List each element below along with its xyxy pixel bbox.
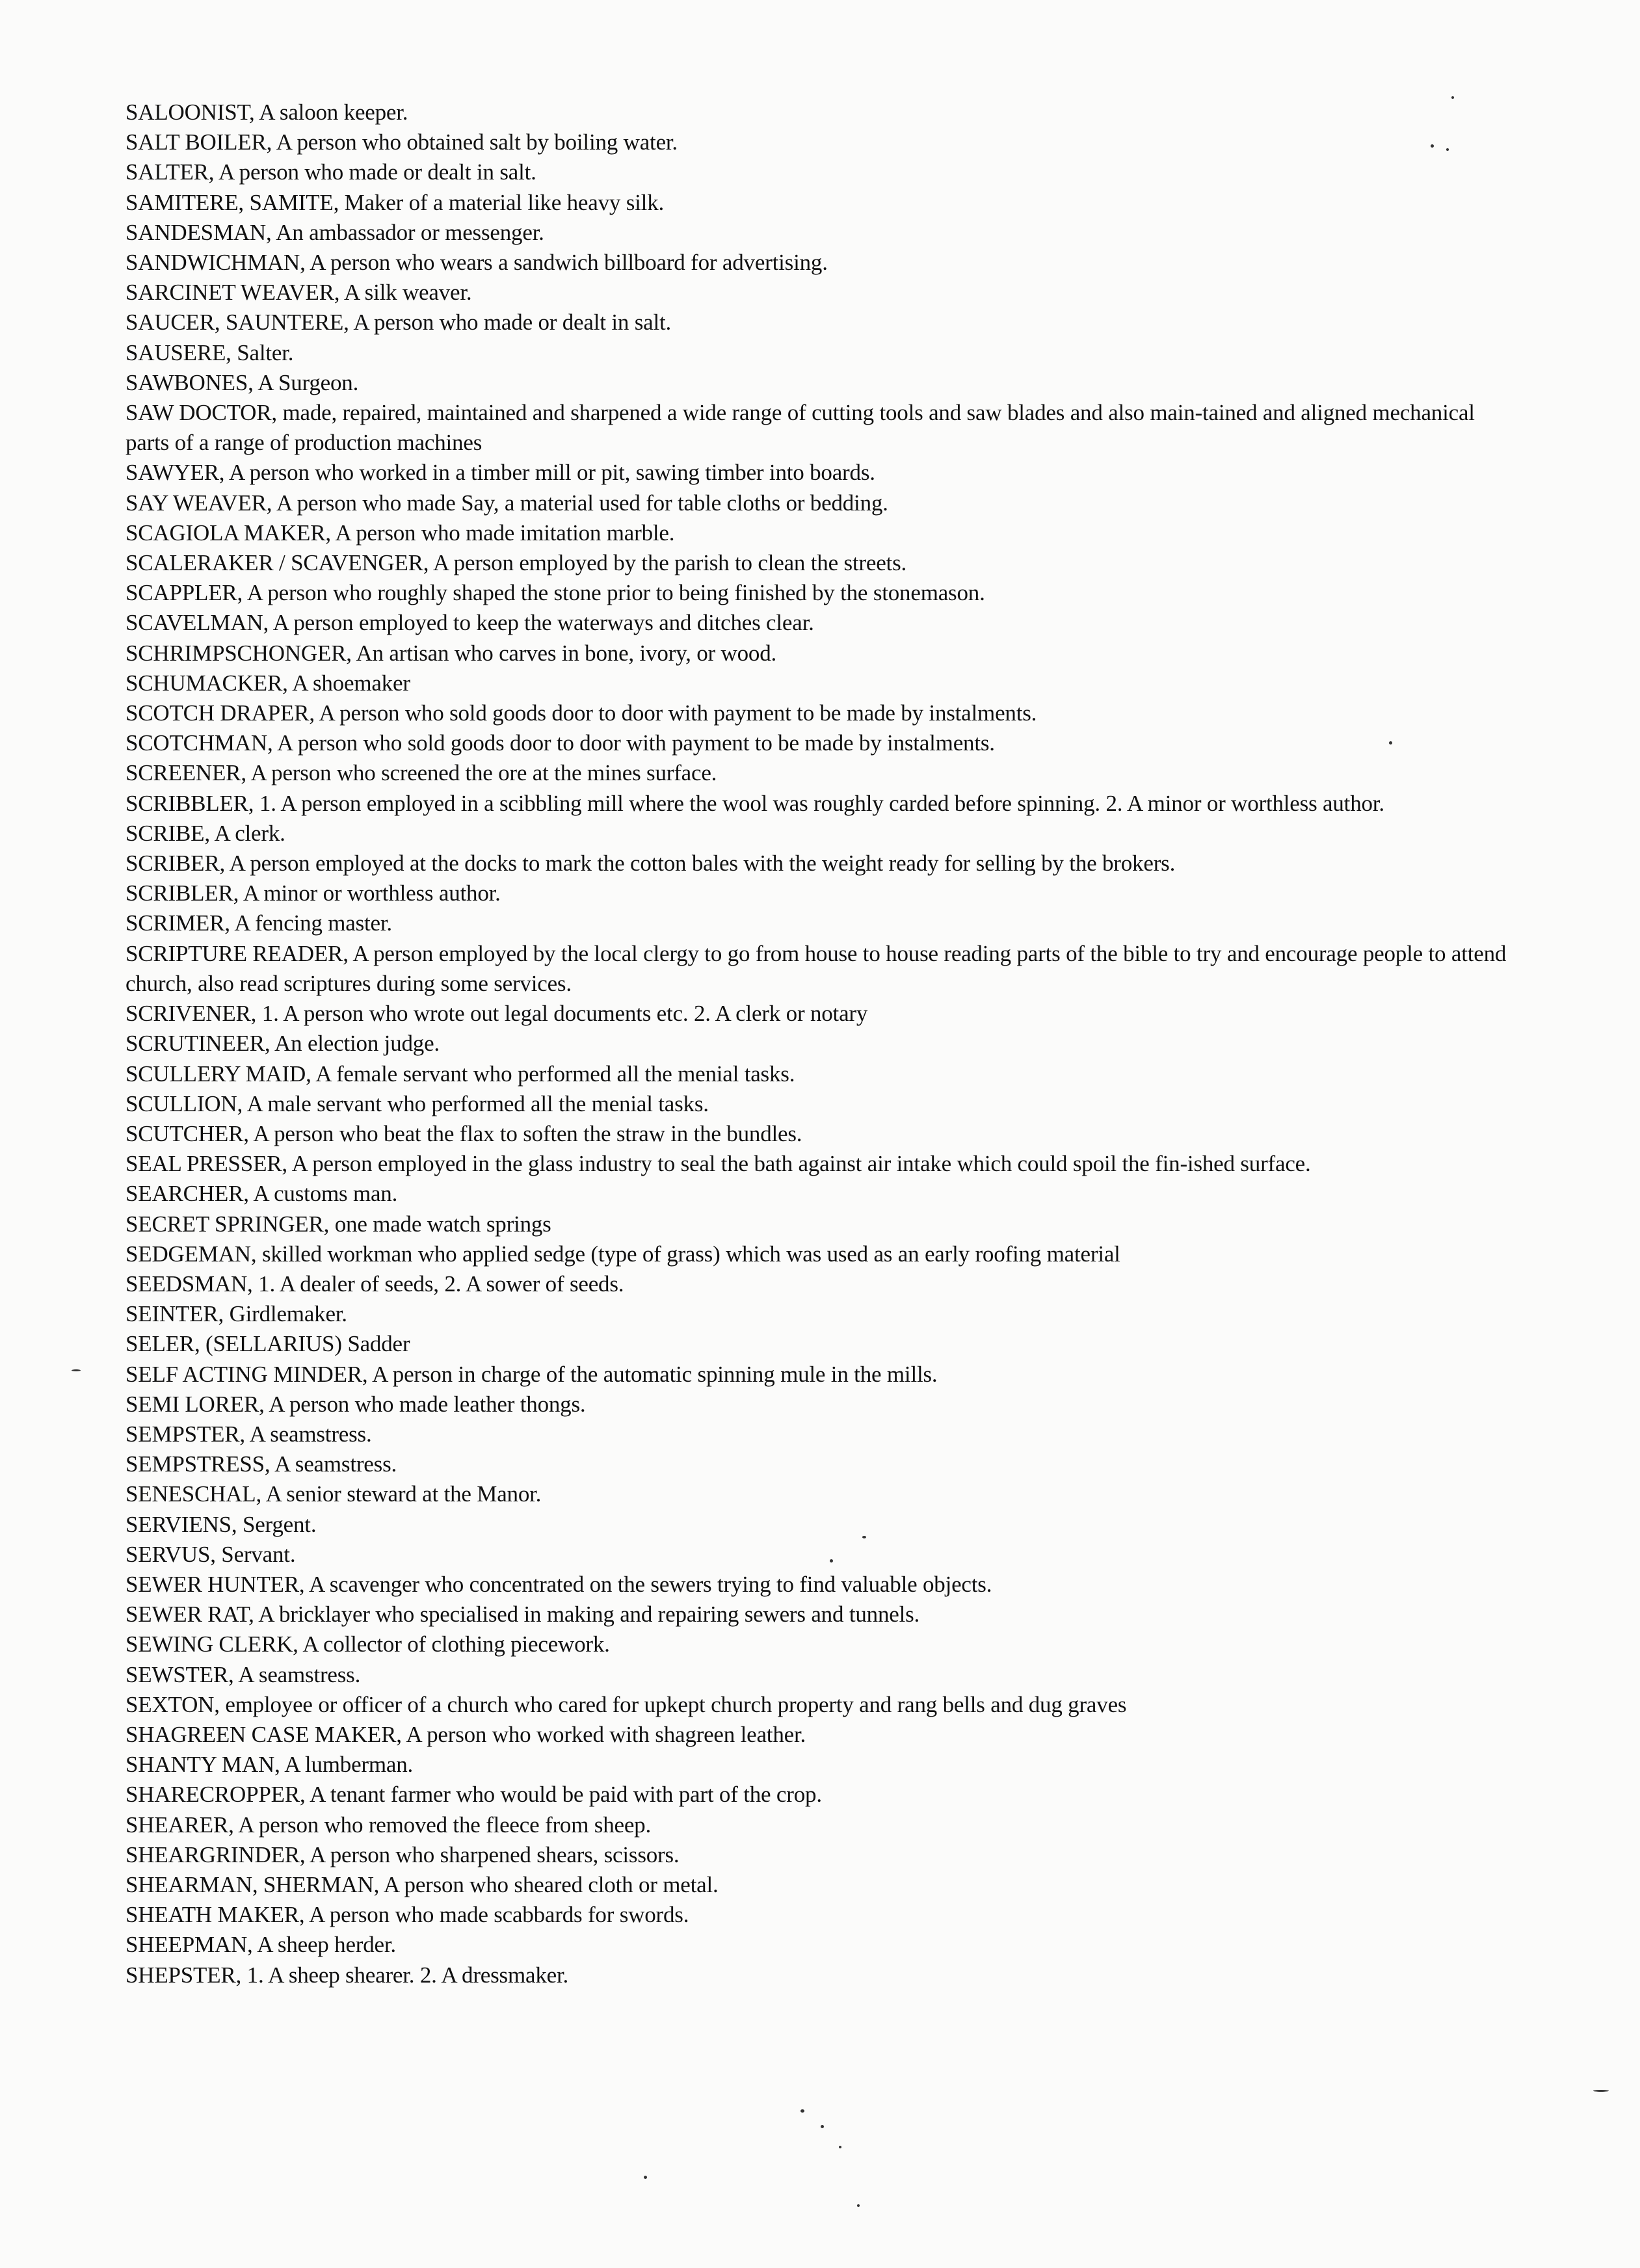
- glossary-entry: SALT BOILER, A person who obtained salt by boiling water.: [126, 129, 678, 155]
- glossary-entry: SEMPSTER, A seamstress.: [126, 1421, 372, 1447]
- glossary-entry: SELER, (SELLARIUS) Sadder: [126, 1331, 410, 1357]
- scan-speck: [1451, 96, 1454, 99]
- glossary-entry: SEXTON, employee or officer of a church who cared for upkept church property and rang bells and dug graves: [126, 1691, 1127, 1717]
- glossary-entry: SALOONIST, A saloon keeper.: [126, 99, 408, 125]
- glossary-entry: SHEARMAN, SHERMAN, A person who sheared cloth or metal.: [126, 1871, 719, 1897]
- glossary-entry: SCULLION, A male servant who performed all the menial tasks.: [126, 1090, 709, 1116]
- glossary-entry: SCAVELMAN, A person employed to keep the waterways and ditches clear.: [126, 610, 814, 636]
- scan-speck: [862, 1536, 866, 1538]
- glossary-entry: SHEATH MAKER, A person who made scabbards for swords.: [126, 1902, 689, 1928]
- glossary-entry: SECRET SPRINGER, one made watch springs: [126, 1211, 551, 1237]
- glossary-entry: SEWER RAT, A bricklayer who specialised in making and repairing sewers and tunnels.: [126, 1602, 920, 1628]
- glossary-entry: SHEARGRINDER, A person who sharpened shears, scissors.: [126, 1841, 680, 1867]
- glossary-entry: SCRIBER, A person employed at the docks to mark the cotton bales with the weight ready for selling by the brokers.: [126, 850, 1176, 877]
- scan-speck: [1389, 741, 1392, 745]
- glossary-entry: SEMI LORER, A person who made leather thongs.: [126, 1391, 586, 1417]
- glossary-entry: SEDGEMAN, skilled workman who applied sedge (type of grass) which was used as an early roofing material: [126, 1241, 1120, 1267]
- glossary-entry: SALTER, A person who made or dealt in salt.: [126, 159, 536, 185]
- glossary-entry: SCHUMACKER, A shoemaker: [126, 670, 410, 696]
- scan-speck: [857, 2204, 860, 2207]
- scan-speck: [1431, 144, 1434, 148]
- glossary-entry: SELF ACTING MINDER, A person in charge of the automatic spinning mule in the mills.: [126, 1361, 938, 1387]
- scan-speck: [644, 2176, 647, 2179]
- glossary-entry: SERVUS, Servant.: [126, 1541, 296, 1567]
- glossary-entry: SHAGREEN CASE MAKER, A person who worked with shagreen leather.: [126, 1721, 806, 1747]
- glossary-entry: SEMPSTRESS, A seamstress.: [126, 1451, 397, 1477]
- scan-speck: [1446, 148, 1449, 151]
- glossary-entry: SANDWICHMAN, A person who wears a sandwich billboard for advertising.: [126, 250, 828, 276]
- glossary-entry: SHANTY MAN, A lumberman.: [126, 1752, 414, 1778]
- scan-speck: [830, 1559, 833, 1563]
- glossary-entry: SAWBONES, A Surgeon.: [126, 369, 359, 395]
- glossary-entry: SEWSTER, A seamstress.: [126, 1661, 361, 1687]
- glossary-entry: SCHRIMPSCHONGER, An artisan who carves in bone, ivory, or wood.: [126, 640, 777, 666]
- glossary-entry: SCRUTINEER, An election judge.: [126, 1031, 440, 1057]
- glossary-entry: SHEEPMAN, A sheep herder.: [126, 1932, 396, 1958]
- glossary-entry: SCAGIOLA MAKER, A person who made imitation marble.: [126, 520, 675, 546]
- glossary-entry: SARCINET WEAVER, A silk weaver.: [126, 280, 472, 306]
- glossary-entry: SAUSERE, Salter.: [126, 339, 294, 365]
- glossary-entry: SCOTCHMAN, A person who sold goods door to door with payment to be made by instalments.: [126, 730, 995, 756]
- glossary-entry: SCRIMER, A fencing master.: [126, 910, 392, 936]
- glossary-entry: SCOTCH DRAPER, A person who sold goods door to door with payment to be made by instalments.: [126, 700, 1037, 726]
- glossary-entry: SERVIENS, Sergent.: [126, 1511, 317, 1537]
- glossary-entry: SCRIBBLER, 1. A person employed in a scibbling mill where the wool was roughly carded before spinning. 2. A minor or worthless author.: [126, 790, 1384, 816]
- glossary-list: [126, 98, 1524, 1990]
- glossary-entry: SAY WEAVER, A person who made Say, a material used for table cloths or bedding.: [126, 490, 888, 516]
- glossary-entry: SHARECROPPER, A tenant farmer who would be paid with part of the crop.: [126, 1782, 822, 1808]
- scan-speck: [821, 2125, 824, 2128]
- glossary-entry: SEWER HUNTER, A scavenger who concentrated on the sewers trying to find valuable objects.: [126, 1571, 992, 1597]
- glossary-entry: SHEPSTER, 1. A sheep shearer. 2. A dressmaker.: [126, 1962, 569, 1988]
- glossary-entry: SEARCHER, A customs man.: [126, 1181, 398, 1207]
- scan-speck: [839, 2146, 841, 2148]
- glossary-entry: SCRIVENER, 1. A person who wrote out legal documents etc. 2. A clerk or notary: [126, 1001, 868, 1027]
- glossary-entry: SANDESMAN, An ambassador or messenger.: [126, 219, 544, 245]
- glossary-entry: SEAL PRESSER, A person employed in the glass industry to seal the bath against air intake which could spoil the fin-ished surface.: [126, 1151, 1311, 1177]
- glossary-entry: SCREENER, A person who screened the ore at the mines surface.: [126, 760, 717, 786]
- glossary-entry: SCUTCHER, A person who beat the flax to soften the straw in the bundles.: [126, 1120, 802, 1146]
- glossary-entry: SAUCER, SAUNTERE, A person who made or dealt in salt.: [126, 310, 672, 336]
- glossary-entry: SCALERAKER / SCAVENGER, A person employed by the parish to clean the streets.: [126, 550, 907, 576]
- glossary-entry: SEEDSMAN, 1. A dealer of seeds, 2. A sower of seeds.: [126, 1271, 624, 1297]
- glossary-entry: SCAPPLER, A person who roughly shaped the stone prior to being finished by the stonemason.: [126, 580, 985, 606]
- scan-speck: [72, 1369, 81, 1371]
- glossary-entry: SCULLERY MAID, A female servant who performed all the menial tasks.: [126, 1061, 795, 1087]
- scan-speck: [1593, 2090, 1609, 2092]
- glossary-entry: SHEARER, A person who removed the fleece from sheep.: [126, 1812, 652, 1838]
- glossary-entry: SEWING CLERK, A collector of clothing piecework.: [126, 1631, 610, 1657]
- glossary-entry: SCRIBE, A clerk.: [126, 820, 285, 846]
- glossary-entry: SAMITERE, SAMITE, Maker of a material like heavy silk.: [126, 189, 665, 215]
- glossary-entry: SCRIBLER, A minor or worthless author.: [126, 880, 501, 906]
- glossary-entry: SCRIPTURE READER, A person employed by the local clergy to go from house to house reading parts of the bible to try and encourage people to attend church, also read scriptures during some services.: [126, 940, 1507, 996]
- scan-speck: [800, 2109, 804, 2113]
- glossary-entry: SAWYER, A person who worked in a timber mill or pit, sawing timber into boards.: [126, 460, 875, 486]
- glossary-entry: SAW DOCTOR, made, repaired, maintained and sharpened a wide range of cutting tools and saw blades and also main-tained and aligned mechanical parts of a range of production machines: [126, 400, 1475, 456]
- glossary-entry: SENESCHAL, A senior steward at the Manor.: [126, 1481, 542, 1507]
- glossary-entry: SEINTER, Girdlemaker.: [126, 1301, 347, 1327]
